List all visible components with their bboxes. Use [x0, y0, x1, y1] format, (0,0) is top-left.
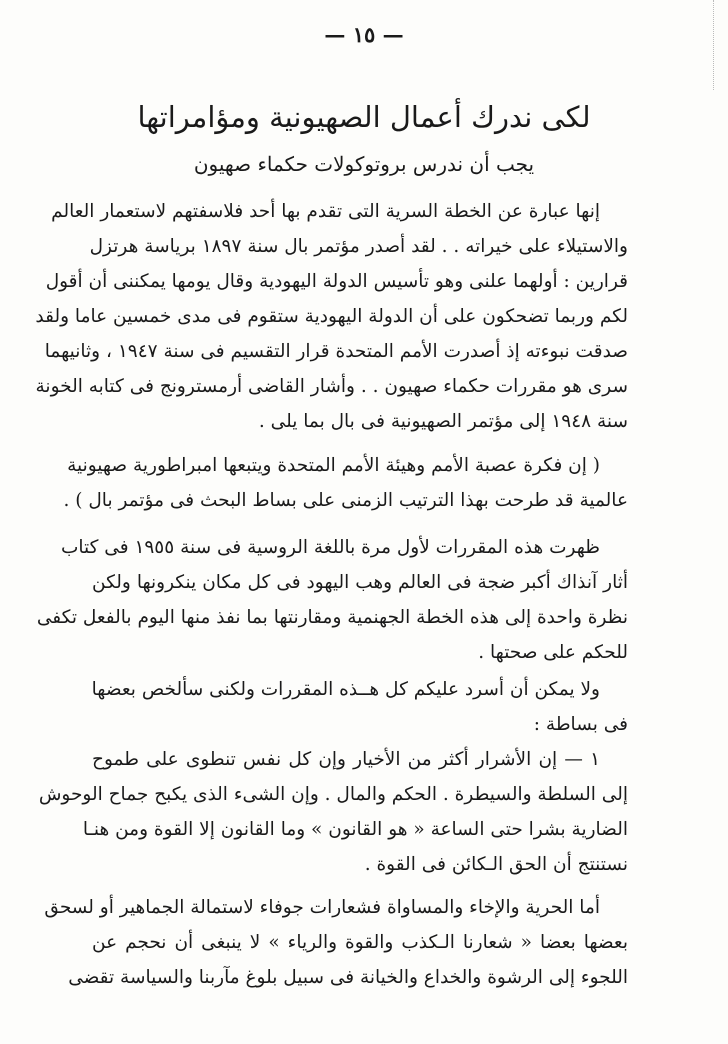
text-line: ولا يمكن أن أسرد عليكم كل هــذه المقررات ولكنى سألخص بعضها — [91, 679, 600, 700]
paragraph-4 — [92, 672, 628, 742]
text-line: سنة ١٩٤٨ إلى مؤتمر الصهيونية فى بال بما يلى . — [258, 411, 628, 432]
text-line: ( إن فكرة عصبة الأمم وهيئة الأمم المتحدة ويتبعها امبراطورية صهيونية — [67, 455, 600, 476]
paragraph-6 — [44, 890, 628, 995]
text-line: سرى هو مقررات حكماء صهيون . . وأشار القاضى أرمسترونج فى كتابه الخونة — [35, 376, 628, 397]
page-number: — ١٥ — — [324, 22, 404, 47]
text-line: إنها عبارة عن الخطة السرية التى تقدم بها أحد فلاسفتهم لاستعمار العالم — [51, 201, 600, 222]
text-line: نظرة واحدة إلى هذه الخطة الجهنمية ومقارنتها بما نفذ منها اليوم بالفعل تكفى — [36, 607, 628, 628]
text-line: لكم وربما تضحكون على أن الدولة اليهودية ستقوم فى مدى خمسين عاما ولقد — [35, 306, 628, 327]
text-line: صدقت نبوءته إذ أصدرت الأمم المتحدة قرار التقسيم فى سنة ١٩٤٧ ، وثانيهما — [44, 341, 628, 362]
text-line: أما الحرية والإخاء والمساواة فشعارات جوفاء لاستمالة الجماهير أو لسحق — [44, 897, 600, 918]
text-line: الضارية بشرا حتى الساعة « هو القانون » وما القانون إلا القوة ومن هنـا — [82, 819, 628, 840]
text-line: اللجوء إلى الرشوة والخداع والخيانة فى سبيل بلوغ مآربنا والسياسة تقضى — [68, 967, 628, 988]
paragraph-2 — [63, 448, 628, 518]
text-line: للحكم على صحتها . — [478, 642, 628, 663]
text-line: ظهرت هذه المقررات لأول مرة باللغة الروسية فى سنة ١٩٥٥ فى كتاب — [60, 537, 600, 558]
chapter-subtitle: يجب أن ندرس بروتوكولات حكماء صهيون — [193, 152, 535, 176]
text-line: بعضها بعضا « شعارنا الـكذب والقوة والرياء » لا ينبغى أن نحجم عن — [92, 932, 628, 953]
text-line: والاستيلاء على خيراته . . لقد أصدر مؤتمر بال سنة ١٨٩٧ برياسة هرتزل — [89, 236, 628, 257]
text-line: قرارين : أولهما علنى وهو تأسيس الدولة اليهودية وقال يومها يمكننى أن أقول — [45, 271, 628, 292]
text-line: أثار آنذاك أكبر ضجة فى العالم وهب اليهود فى كل مكان ينكرونها ولكن — [92, 572, 628, 593]
paragraph-1 — [35, 194, 628, 439]
text-line: ١ — إن الأشرار أكثر من الأخيار وإن كل نفس تنطوى على طموح — [92, 749, 600, 770]
paragraph-3 — [36, 530, 628, 670]
text-line: عالمية قد طرحت بهذا الترتيب الزمنى على بساط البحث فى مؤتمر بال ) . — [63, 490, 628, 511]
text-line: نستنتج أن الحق الـكائن فى القوة . — [364, 854, 628, 875]
text-line: فى بساطة : — [533, 714, 628, 735]
text-line: إلى السلطة والسيطرة . الحكم والمال . وإن الشىء الذى يكبح جماح الوحوش — [38, 784, 628, 805]
chapter-title: لكى ندرك أعمال الصهيونية ومؤامراتها — [137, 100, 591, 134]
paragraph-5 — [38, 742, 628, 882]
